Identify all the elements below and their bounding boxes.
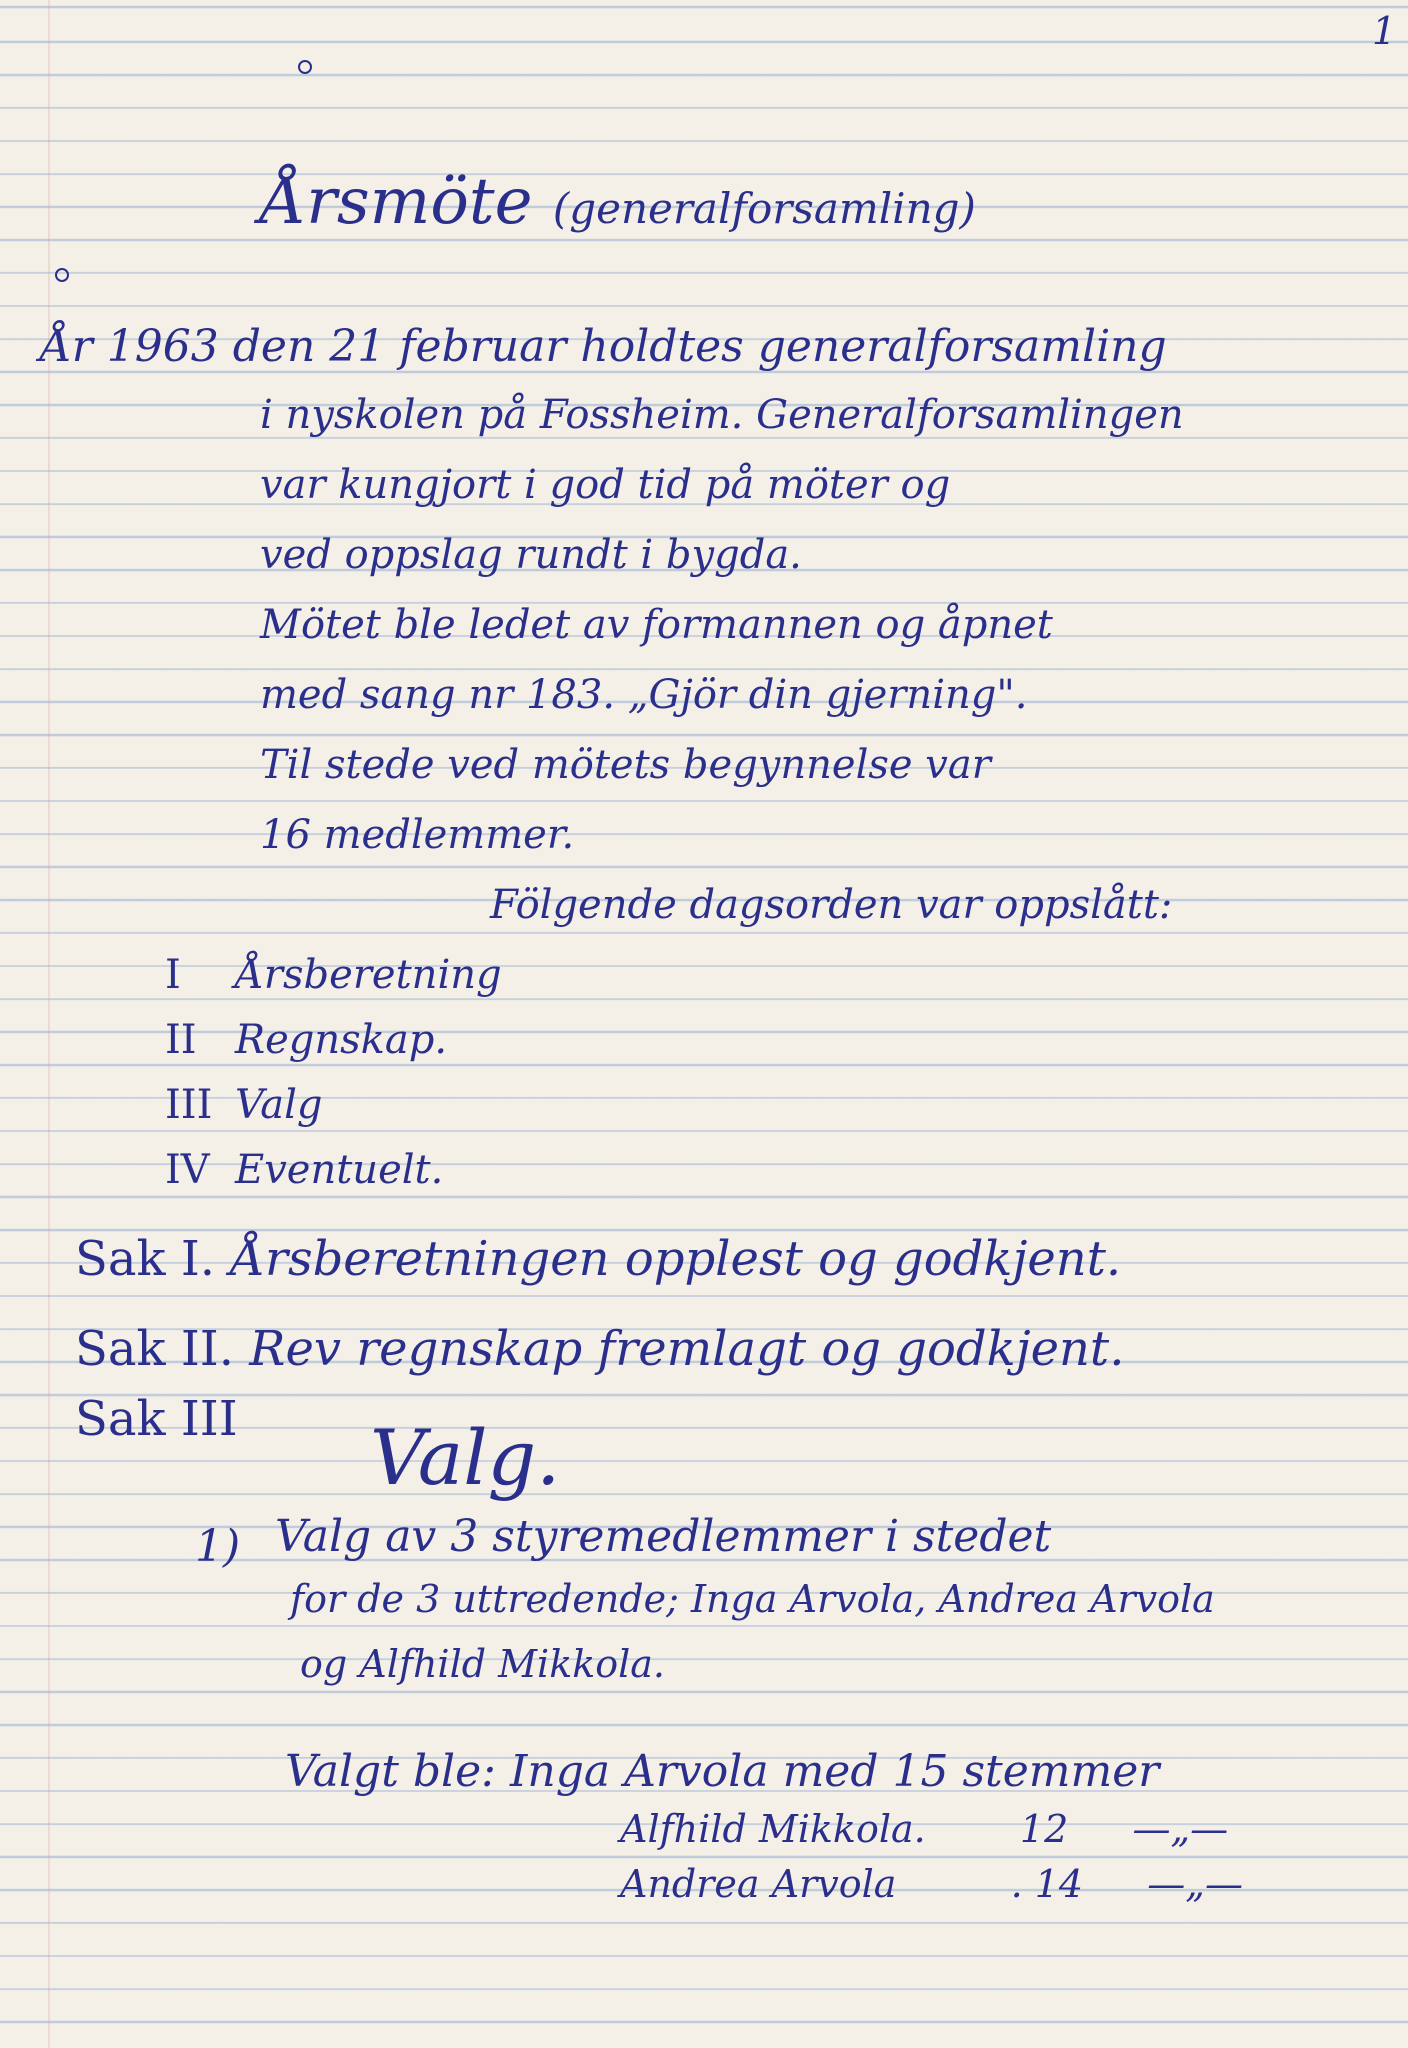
agenda-item xyxy=(165,952,502,998)
agenda-intro: Fölgende dagsorden var oppslått: xyxy=(490,882,1173,928)
result-row xyxy=(620,1807,1229,1851)
body-line: ved oppslag rundt i bygda. xyxy=(260,532,802,578)
result-ditto: —„— xyxy=(1147,1862,1243,1906)
sak-line xyxy=(75,1231,1122,1287)
body-line: Til stede ved mötets begynnelse var xyxy=(260,742,991,788)
agenda-text: Regnskap. xyxy=(235,1017,448,1063)
valg-item-line: Valg av 3 styremedlemmer i stedet xyxy=(275,1511,1052,1562)
result-row xyxy=(620,1862,1243,1906)
agenda-item xyxy=(165,1147,444,1193)
title-main: Årsmöte xyxy=(260,165,533,239)
sak-line xyxy=(75,1321,1125,1377)
agenda-numeral: II xyxy=(165,1017,197,1063)
page-number: 1 xyxy=(1372,9,1397,53)
result-name: Alfhild Mikkola. xyxy=(620,1807,926,1851)
result-name: Inga Arvola xyxy=(509,1746,769,1797)
result-text: . 14 xyxy=(1010,1862,1084,1906)
result-text: med 15 stemmer xyxy=(782,1746,1160,1797)
valg-item-line: og Alfhild Mikkola. xyxy=(300,1642,666,1686)
sak-label: Sak III xyxy=(75,1391,238,1447)
agenda-numeral: I xyxy=(165,952,181,998)
sak-text: Årsberetningen opplest og godkjent. xyxy=(230,1231,1122,1287)
agenda-text: Årsberetning xyxy=(235,952,502,998)
body-line: År 1963 den 21 februar holdtes generalforsamling xyxy=(40,321,1167,372)
sak-line xyxy=(75,1391,238,1447)
body-line: var kungjort i god tid på möter og xyxy=(260,462,951,508)
agenda-text: Valg xyxy=(235,1082,323,1128)
agenda-numeral: IV xyxy=(165,1147,210,1193)
result-text: 12 xyxy=(1019,1807,1069,1851)
valg-heading: Valg. xyxy=(370,1413,561,1502)
valg-item-number: 1) xyxy=(195,1521,241,1572)
result-name: Andrea Arvola xyxy=(620,1862,897,1906)
valgt-intro: Valgt ble: xyxy=(285,1746,496,1797)
title-sub: (generalforsamling) xyxy=(552,184,976,233)
body-line: Mötet ble ledet av formannen og åpnet xyxy=(260,602,1053,648)
agenda-item xyxy=(165,1082,323,1128)
page-title xyxy=(260,165,976,239)
agenda-text: Eventuelt. xyxy=(235,1147,444,1193)
body-line: i nyskolen på Fossheim. Generalforsamlingen xyxy=(260,392,1184,438)
result-ditto: —„— xyxy=(1132,1807,1229,1851)
ring-mark xyxy=(55,268,69,282)
agenda-numeral: III xyxy=(165,1082,213,1128)
valg-item-line: for de 3 uttredende; Inga Arvola, Andrea Arvola xyxy=(290,1577,1215,1621)
sak-label: Sak II. xyxy=(75,1321,235,1377)
body-line: med sang nr 183. „Gjör din gjerning". xyxy=(260,672,1028,718)
page-margin-line xyxy=(48,0,50,2048)
ring-mark xyxy=(298,60,312,74)
valgt-line xyxy=(285,1746,1160,1797)
sak-text: Rev regnskap fremlagt og godkjent. xyxy=(249,1321,1125,1377)
agenda-item xyxy=(165,1017,448,1063)
sak-label: Sak I. xyxy=(75,1231,216,1287)
body-line: 16 medlemmer. xyxy=(260,812,575,858)
